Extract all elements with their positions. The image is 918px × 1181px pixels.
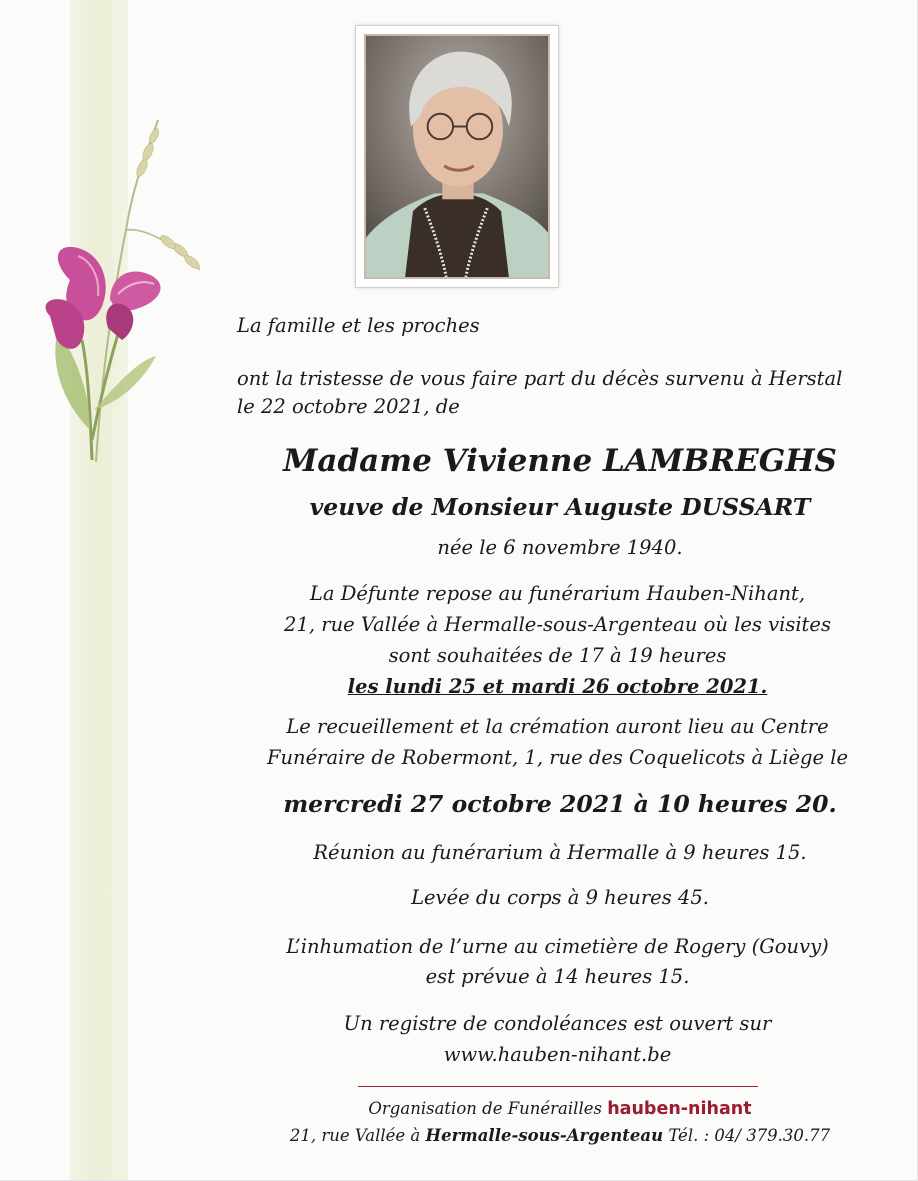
- intro-announcement: [237, 365, 877, 421]
- visit-dates: les lundi 25 et mardi 26 octobre 2021.: [347, 675, 768, 698]
- footer-divider: [358, 1086, 758, 1087]
- levee-line: Levée du corps à 9 heures 45.: [411, 886, 709, 909]
- repose-paragraph: [235, 578, 880, 702]
- repose-line-2: 21, rue Vallée à Hermalle-sous-Argenteau où les visites: [284, 613, 831, 636]
- intro-announcement-line-2: le 22 octobre 2021, de: [237, 395, 460, 418]
- meeting-line: Réunion au funérarium à Hermalle à 9 heures 15.: [313, 841, 807, 864]
- birth-date: née le 6 novembre 1940.: [437, 536, 683, 559]
- phone-number: Tél. : 04/ 379.30.77: [668, 1126, 831, 1145]
- register-url-link[interactable]: www.hauben-nihant.be: [443, 1043, 672, 1066]
- address-town: Hermalle-sous-Argenteau: [425, 1126, 664, 1145]
- register-line: Un registre de condoléances est ouvert sur: [343, 1012, 772, 1035]
- address-prefix: 21, rue Vallée à: [289, 1126, 421, 1145]
- brand-logo-text: hauben-nihant: [607, 1099, 752, 1119]
- repose-line-3: sont souhaitées de 17 à 19 heures: [388, 644, 727, 667]
- org-label: Organisation de Funérailles: [368, 1099, 602, 1118]
- widow-of-line: veuve de Monsieur Auguste DUSSART: [309, 493, 811, 521]
- portrait-photo-frame: [356, 26, 558, 287]
- condolence-register: [235, 1008, 880, 1070]
- ceremony-paragraph: [235, 711, 880, 773]
- ceremony-date: mercredi 27 octobre 2021 à 10 heures 20.: [283, 790, 837, 818]
- calla-lily-illustration: [30, 110, 210, 470]
- intro-family-line: La famille et les proches: [237, 314, 480, 337]
- urn-paragraph: [235, 932, 880, 992]
- repose-line-1: La Défunte repose au funérarium Hauben-Nihant,: [309, 582, 806, 605]
- ceremony-line-2: Funéraire de Robermont, 1, rue des Coquelicots à Liège le: [266, 746, 849, 769]
- portrait-photo: [364, 34, 550, 279]
- urn-line-1: L’inhumation de l’urne au cimetière de Rogery (Gouvy): [286, 935, 829, 958]
- footer-organisation: [250, 1094, 870, 1124]
- intro-announcement-line-1: ont la tristesse de vous faire part du décès survenu à Herstal: [237, 367, 843, 390]
- ceremony-line-1: Le recueillement et la crémation auront lieu au Centre: [286, 715, 829, 738]
- urn-line-2: est prévue à 14 heures 15.: [425, 965, 690, 988]
- footer-address: [250, 1121, 870, 1150]
- deceased-name: Madame Vivienne LAMBREGHS: [283, 443, 837, 479]
